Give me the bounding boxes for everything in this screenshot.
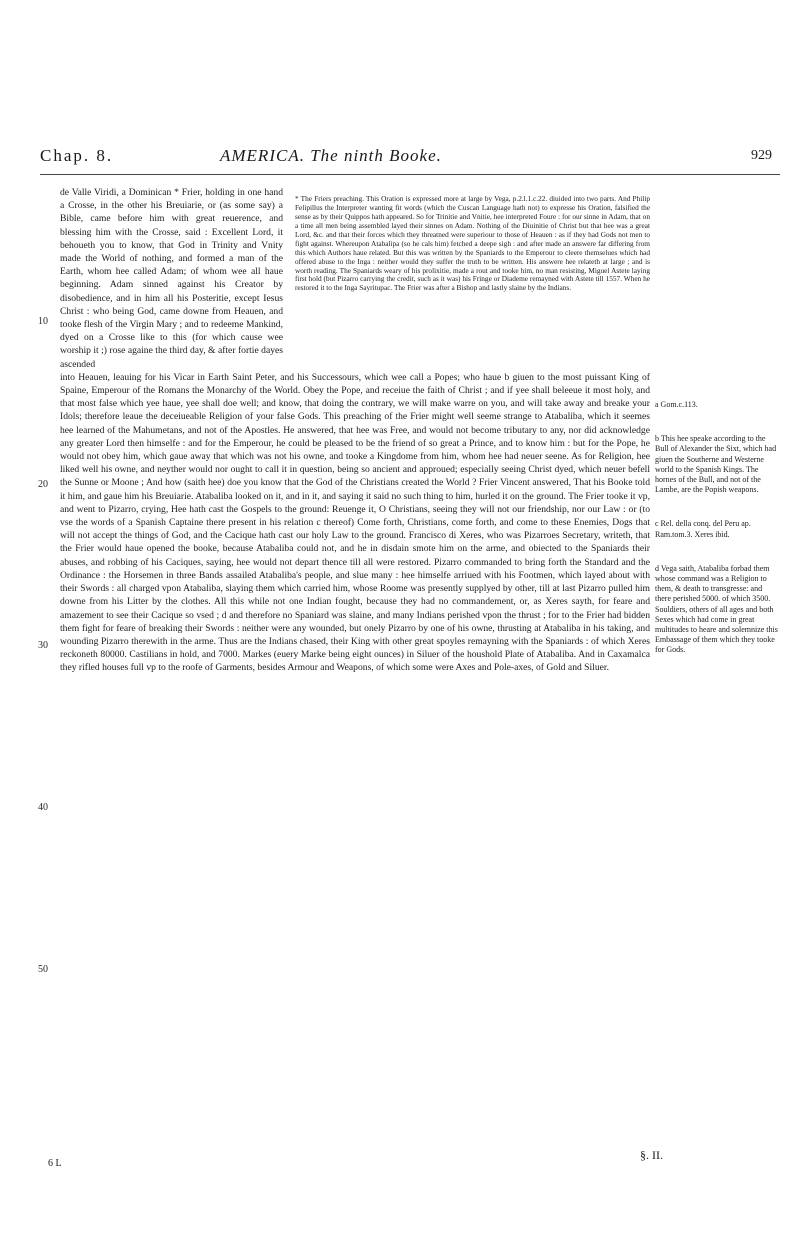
page-number: 929 [751, 148, 772, 163]
opening-text: de Valle Viridi, a Dominican * Frier, holding in one hand a Crosse, in the other his Breuiarie, or (as some say) a Bible, came before him with great reuerence, and blessing him with the Crosse, said : Excellent Lord, it behoueth you to know, that God in Trinity and Vnity made the World of nothing, and formed a man of the Earth, whom hee called Adam; of whom wee all haue beginning. Adam sinned against his Creator by disobedience, and in him all his Posteritie, except Iesus Christ : who being God, came downe from Heauen, and tooke flesh of the Virgin Mary ; and to redeeme Mankind, dyed on a Crosse like to this (for which cause wee worship it ;) rose againe the third day, & after fortie dayes ascended [60, 187, 283, 370]
opening-paragraph [60, 186, 283, 371]
line-number: 40 [38, 802, 48, 813]
catchword: §. II. [640, 1148, 663, 1162]
line-number: 10 [38, 316, 48, 327]
side-note-d: d Vega saith, Atabaliba forbad them whose command was a Religion to them, & death to transgresse: and there perished 5000. of which 3500. Souldiers, others of all ages and both Sexes which had come in great multitudes to heare and solemnize this Embassage of them which they tooke for Gods. [655, 563, 778, 655]
line-number: 20 [38, 479, 48, 490]
side-note-a: a Gom.c.113. [655, 400, 698, 409]
side-note-c: c Rel. della conq. del Peru ap. Ram.tom.3. Xeres ibid. [655, 519, 751, 539]
body-paragraph: into Heauen, leauing for his Vicar in Earth Saint Peter, and his Successours, which wee call a Popes; who haue b giuen to the most puissant King of Spaine, Emperour of the Romans the Monarchy of the World. Obey the Pope, and receiue the faith of Christ ; and if yee shall beleeue it most holy, and that most false which yee haue, yee shall doe well; and know, that doing the contrary, we will make warre on you, and will take away and breake your Idols; therefore leaue the deceiueable Religion of your false Gods. This preaching of the Frier might well seeme strange to Atabaliba, which it seemes hee learned of the Mahumetans, and not of the Apostles. He answered, that hee was Free, and would not become tributary to any, nor did acknowledge any greater Lord then himselfe : and for the Emperour, he could be pleased to be the friend of so great a Prince, and to know him : but for the Pope, he would not obey him, which gaue away that which was not his owne, and tooke a Kingdome from him, whom hee had neuer seene. As for Religion, hee liked well his owne, and neyther would nor ought to call it in question, being so ancient and approued; especially seeing Christ dyed, which neuer befell the Sunne or Moone ; And how (saith hee) doe you know that the God of the Christians created the World ? Frier Vincent answered, That his Booke told it him, and gaue him his Breuiarie. Atabaliba looked on it, and in it, and saying it said no such thing to him, hurled it on the ground. The Frier tooke it vp, and went to Pizarro, crying, Hee hath cast the Gospels to the ground: Reuenge it, O Christians, seeing they will not our friendship, nor our Law : or (to vse the words of a Spanish Captaine there present in his relation c thereof) Come forth, Christians, come forth, and come to these Enemies, Dogs that will not accept the things of God, and the Cacique hath cast our holy Law to the ground. Francisco di Xeres, who was Pizarroes Secretary, writeth, that the Frier would haue opened the booke, because Atabaliba could not, and he in disdain smote him on the arme, and obiected to the Spaniards their abuses, and robbing of his Caciques, saying, hee would not depart thence till all were restored. Pizarro commanded to bring forth the Standard and the Ordinance : the Horsemen in three Bands assailed Atabaliba's people, and slue many : hee himselfe arriued with his Footmen, which layed about with their Swords : all charged vpon Atabaliba, slaying them which carried him, whose Roome was presently supplyed by other, till at last Pizarro pulled him downe from his Litter by the clothes. All this while not one Indian fought, because they had no commandement, or, as Xeres sayth, for feare and amazement to see their Cacique so vsed ; d and therefore no Spaniard was slaine, and many Indians perished vpon the thrust ; for to the Frier had bidden them fight for feare of breaking their Swords : neither were any wounded, but onely Pizarro by one of his owne, thrusting at Atabaliba in his taking, and wounding Pizarro therewith in the arme. Thus are the Indians chased, their King with other great spoyles remayning with the Spaniards : of which Xeres reckoneth 80000. Castilians in hold, and 7000. Markes (euery Marke being eight ounces) in Siluer of the houshold Plate of Atabaliba. And in Caxamalca they rifled houses full vp to the roofe of Garments, besides Armour and Weapons, of which some were Axes and Pole-axes, of Gold and Siluer. [60, 371, 650, 674]
signature-mark: 6 L [48, 1158, 62, 1169]
chapter-heading: Chap. 8. [40, 146, 114, 165]
line-number: 50 [38, 964, 48, 975]
book-title-heading: AMERICA. The ninth Booke. [220, 146, 442, 165]
side-note-b: b This hee speake according to the Bull of Alexander the Sixt, which had giuen the Southerne and Westerne world to the Spanish Kings. The hornes of the Bull, and not of the Lambe, are the Popish weapons. [655, 434, 777, 495]
body-text [60, 371, 650, 675]
margin-notes [655, 400, 780, 680]
footnote-block [295, 186, 650, 301]
line-number: 30 [38, 640, 48, 651]
running-header [40, 146, 780, 175]
main-column [60, 186, 650, 675]
footnote-text: * The Friers preaching. This Oration is expressed more at large by Vega, p.2.l.1.c.22. diuided into two parts. And Philip Felipillus the Interpreter wanting fit words (which the Cuscan Language hath not) to expresse his Oration, falsified the sense as by their Quippos hath appeared. So for Trinitie and Vnitie, hee interpreted Foure : for our sinne in Adam, that on a time all men being assembled layed their sinnes on Adam. Nothing of the Diuinitie of Christ but that hee was a great Lord, &c. and that their forces which they threatned were superiour to those of Heauen : as if they had Gods not men to fight against. Whereupon Atabalipa (so he cals him) fetched a deepe sigh : and after made an answere far differing from this which Authors haue related. But this was written by the Spaniards to the Emperour to cleere themselues which had offered abuse to the Inga : neither would they suffer the truth to be written. His answere hee relateth at large ; and is worth reading. The Spaniards weary of his prolixitie, made a rout and tooke him, no man resisting, Miguel Astete laying first hold (but Pizarro carrying the credit, such as it was) his Fringe or Diademe remayned with Astete till 1557. When he restored it to the Inga Sayritupac. The Frier was after a Bishop and lastly slaine by the Indians. [295, 194, 650, 293]
